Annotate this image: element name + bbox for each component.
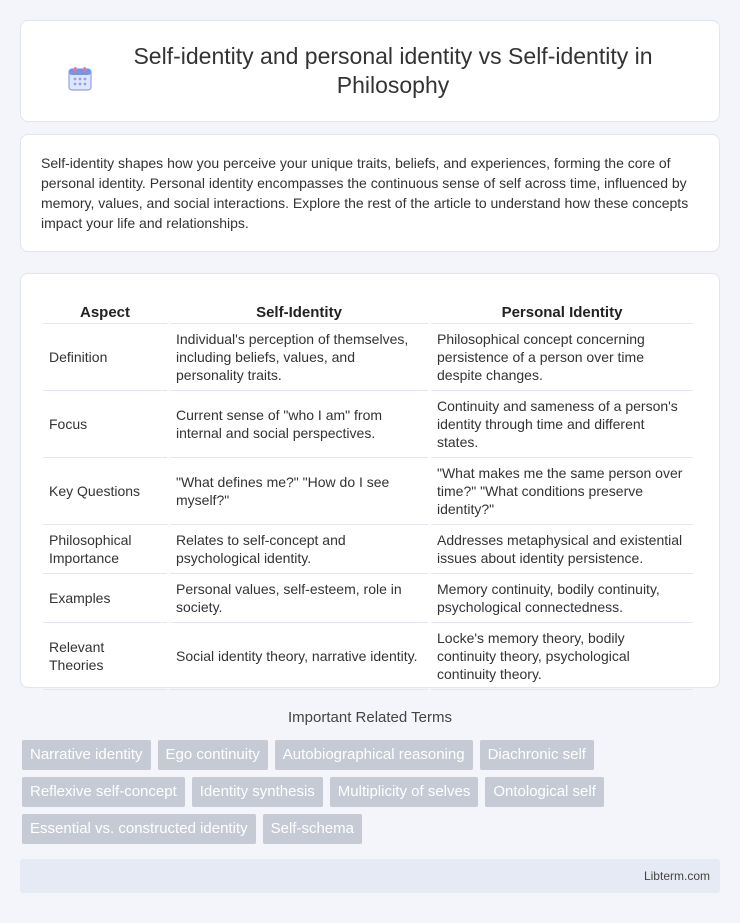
- header-aspect: Aspect: [43, 294, 167, 324]
- page-title: Self-identity and personal identity vs Self-identity in Philosophy: [133, 43, 653, 98]
- comparison-table: [40, 294, 696, 690]
- related-terms-list: [22, 740, 722, 844]
- intro-text: Self-identity shapes how you perceive your unique traits, beliefs, and experiences, forming the core of personal identity. Personal identity encompasses the continuous sense of self across time, influenced by memory, values, and social interactions. Explore the rest of the article to understand how these concepts impact your life and relationships.: [41, 155, 689, 231]
- table-cell: Definition: [43, 324, 167, 391]
- table-cell: Relevant Theories: [43, 623, 167, 690]
- comparison-table-card: [20, 273, 720, 688]
- footer-site-link[interactable]: Libterm.com: [643, 869, 710, 883]
- table-cell: "What defines me?" "How do I see myself?": [170, 458, 428, 525]
- term-tag[interactable]: Autobiographical reasoning: [275, 740, 473, 770]
- table-header-row: [43, 294, 693, 324]
- term-tag[interactable]: Essential vs. constructed identity: [22, 814, 256, 844]
- table-cell: Current sense of "who I am" from internal and social perspectives.: [170, 391, 428, 458]
- table-cell: Focus: [43, 391, 167, 458]
- term-tag[interactable]: Diachronic self: [480, 740, 594, 770]
- title-card: [20, 20, 720, 122]
- table-cell: "What makes me the same person over time?" "What conditions preserve identity?": [431, 458, 693, 525]
- table-cell: Locke's memory theory, bodily continuity theory, psychological continuity theory.: [431, 623, 693, 690]
- table-row: [43, 574, 693, 623]
- intro-card: [20, 134, 720, 252]
- table-row: [43, 391, 693, 458]
- footer: [20, 859, 720, 893]
- table-row: [43, 525, 693, 574]
- term-tag[interactable]: Ontological self: [485, 777, 604, 807]
- table-cell: Relates to self-concept and psychological identity.: [170, 525, 428, 574]
- table-cell: Examples: [43, 574, 167, 623]
- table-row: [43, 458, 693, 525]
- term-tag[interactable]: Multiplicity of selves: [330, 777, 479, 807]
- table-cell: Philosophical concept concerning persistence of a person over time despite changes.: [431, 324, 693, 391]
- table-row: [43, 324, 693, 391]
- table-cell: Personal values, self-esteem, role in society.: [170, 574, 428, 623]
- table-cell: Philosophical Importance: [43, 525, 167, 574]
- term-tag[interactable]: Identity synthesis: [192, 777, 323, 807]
- term-tag[interactable]: Self-schema: [263, 814, 362, 844]
- header-personal-identity: Personal Identity: [431, 294, 693, 324]
- calendar-icon: [67, 66, 93, 92]
- header-self-identity: Self-Identity: [170, 294, 428, 324]
- term-tag[interactable]: Narrative identity: [22, 740, 151, 770]
- related-terms-title: Important Related Terms: [288, 709, 452, 726]
- table-cell: Key Questions: [43, 458, 167, 525]
- table-cell: Memory continuity, bodily continuity, psychological connectedness.: [431, 574, 693, 623]
- table-cell: Addresses metaphysical and existential issues about identity persistence.: [431, 525, 693, 574]
- table-cell: Continuity and sameness of a person's identity through time and different states.: [431, 391, 693, 458]
- table-cell: Social identity theory, narrative identity.: [170, 623, 428, 690]
- table-cell: Individual's perception of themselves, including beliefs, values, and personality traits.: [170, 324, 428, 391]
- term-tag[interactable]: Reflexive self-concept: [22, 777, 185, 807]
- term-tag[interactable]: Ego continuity: [158, 740, 268, 770]
- table-row: [43, 623, 693, 690]
